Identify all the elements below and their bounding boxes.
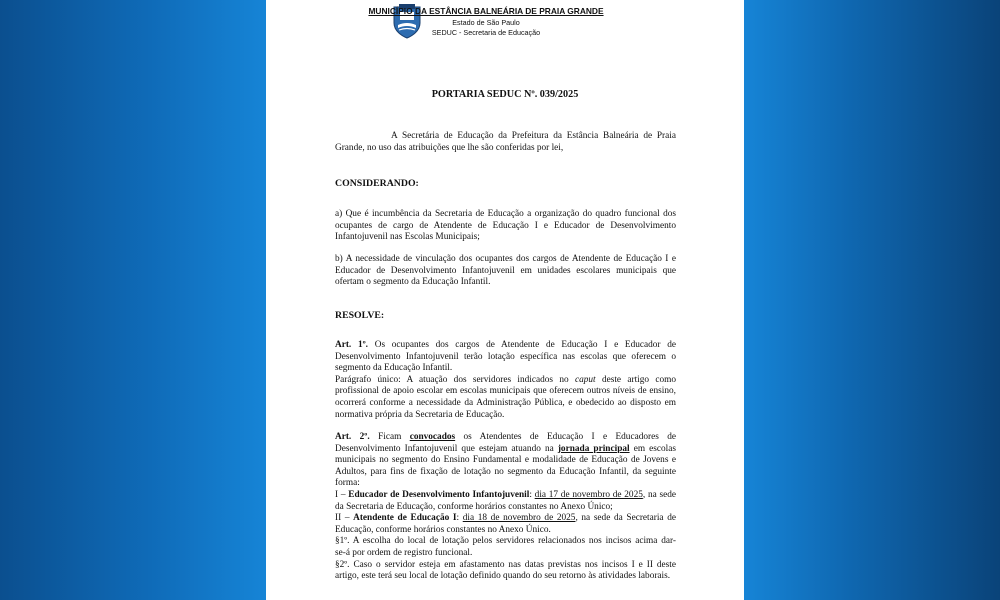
state-name: Estado de São Paulo: [452, 18, 520, 27]
considering-a-line: Infantojuvenil nas Escolas Municipais;: [335, 232, 480, 243]
resolve-heading: RESOLVE:: [335, 310, 385, 321]
sole-paragraph-line: [335, 375, 676, 387]
article-2-text: em escolas: [633, 443, 676, 454]
article-1-text: Os ocupantes dos cargos de Atendente de Educação I e Educador de: [374, 340, 676, 350]
article-2-line: Adultos, para fins de fixação de lotação no segmento da Educação Infantil, da seguinte: [335, 466, 676, 477]
article-2-line: [335, 444, 676, 456]
considering-b-line: ofertam o segmento da Educação Infantil.: [335, 277, 491, 288]
item-ii-role: Atendente de Educação I: [353, 513, 457, 524]
article-1: [335, 340, 676, 421]
considering-b-line: b) A necessidade de vinculação dos ocupantes dos cargos de Atendente de Educação I e: [335, 254, 676, 264]
letterhead: [266, 0, 744, 44]
intro-line: Grande, no uso das atribuições que lhe são conferidas por lei,: [335, 142, 564, 153]
sole-paragraph-line: profissional de apoio escolar em escolas municipais que oferecem outros níveis de ensino,: [335, 386, 676, 397]
sole-paragraph-line: normativa própria da Secretaria de Educação.: [335, 409, 505, 420]
considering-a-paragraph: [335, 209, 676, 244]
section-1-line: se-á por ordem de registro funcional.: [335, 547, 473, 558]
section-2-line: §2º. Caso o servidor esteja em afastamento nas datas previstas nos incisos I e II deste: [335, 559, 676, 570]
intro-paragraph: [335, 131, 676, 154]
section-1-line: §1º. A escolha do local de lotação pelos servidores relacionados nos incisos acima dar-: [335, 536, 676, 547]
item-i-date: dia 17 de novembro de 2025: [534, 489, 643, 500]
jornada-principal-term: jornada principal: [557, 443, 630, 454]
article-2-text: os Atendentes de Educação I e Educadores de: [463, 432, 676, 442]
item-ii-line: Educação, conforme horários constantes no Anexo Único.: [335, 524, 551, 535]
sole-paragraph-text: deste artigo como: [601, 374, 676, 385]
item-i-line: I – Educador de Desenvolvimento Infantojuvenil: dia 17 de novembro de 2025, na sede: [335, 489, 676, 500]
article-2: [335, 432, 676, 583]
item-ii-prefix: II –: [335, 513, 350, 524]
article-2-text: Ficam: [378, 432, 402, 442]
item-i-prefix: I –: [335, 489, 346, 500]
item-ii-text: , na sede da Secretaria de: [575, 513, 676, 524]
article-2-line: forma:: [335, 478, 360, 489]
document-page: [266, 0, 744, 600]
article-2-text: Desenvolvimento Infantojuvenil que estejam atuando na: [335, 443, 554, 454]
section-2-line: artigo, este terá seu local de lotação definido quando do seu retorno às atividades laborais.: [335, 571, 671, 582]
item-ii-line: II – Atendente de Educação I: dia 18 de novembro de 2025, na sede da Secretaria de: [335, 513, 676, 524]
considering-b-paragraph: [335, 254, 676, 289]
item-i-role: Educador de Desenvolvimento Infantojuvenil: [348, 489, 530, 500]
sole-paragraph-line: ocorrerá conforme a necessidade da Administração Pública, e obedecido ao disposto em: [335, 397, 676, 408]
article-2-label: Art. 2º.: [335, 432, 370, 442]
considering-a-line: ocupantes de cargo de Atendente de Educação I e Educador de Desenvolvimento: [335, 220, 676, 231]
municipality-name: MUNICÍPIO DA ESTÂNCIA BALNEÁRIA DE PRAIA GRANDE: [368, 6, 604, 16]
article-2-line: [335, 432, 676, 444]
considering-a-line: a) Que é incumbência da Secretaria de Educação a organização do quadro funcional dos: [335, 209, 676, 219]
article-2-line: municipais no segmento do Ensino Fundamental e modalidade de Educação de Jovens e: [335, 455, 676, 466]
document-title: PORTARIA SEDUC Nº. 039/2025: [431, 89, 579, 100]
considering-b-line: Educador de Desenvolvimento Infantojuvenil em unidades escolares municipais que: [335, 265, 676, 276]
article-1-line: segmento da Educação Infantil.: [335, 363, 453, 374]
item-i-line: da Secretaria de Educação, conforme horários constantes no Anexo Único;: [335, 501, 613, 512]
caput-term: caput: [574, 374, 596, 385]
item-ii-date: dia 18 de novembro de 2025: [462, 513, 576, 524]
convocados-term: convocados: [409, 432, 456, 442]
article-1-label: Art. 1º.: [335, 340, 369, 350]
department-name: SEDUC - Secretaria de Educação: [431, 28, 541, 37]
considering-heading: CONSIDERANDO:: [335, 178, 419, 189]
article-1-line: Desenvolvimento Infantojuvenil terão lotação específica nas escolas que oferecem o: [335, 351, 676, 362]
intro-line: A Secretária de Educação da Prefeitura da Estância Balneária de Praia: [391, 131, 676, 141]
item-i-text: , na sede: [642, 489, 676, 500]
sole-paragraph-text: Parágrafo único: A atuação dos servidores indicados no: [335, 374, 569, 385]
article-1-line: [335, 340, 676, 352]
